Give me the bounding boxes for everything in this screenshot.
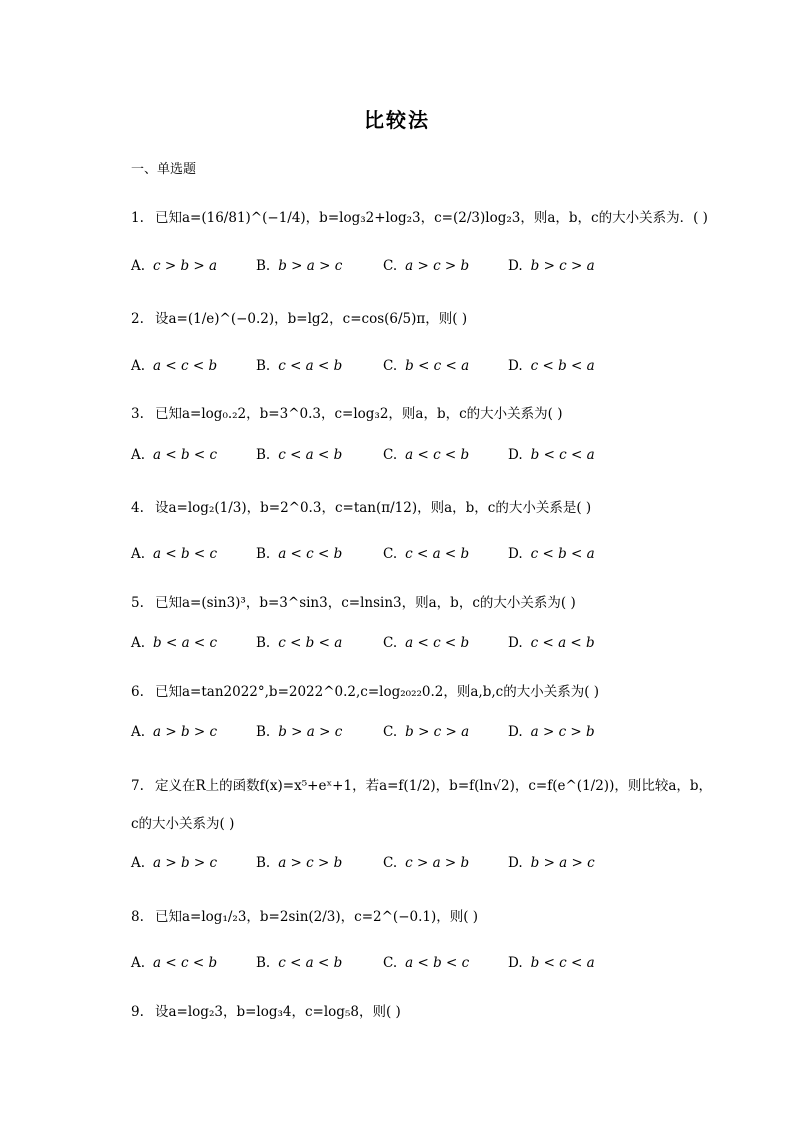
option-d[interactable]: D. b > a > c — [508, 855, 595, 871]
question-3 — [131, 402, 563, 422]
question-number: 2. — [131, 311, 144, 327]
question-stem: 定义在R上的函数f(x)=x⁵+eˣ+1，若a=f(1/2)，b=f(ln√2)，c=f(e^(1/2))，则比较a，b， — [155, 778, 713, 794]
question-stem: 已知a=(sin3)³，b=3^sin3，c=lnsin3，则a，b，c的大小关系为( ) — [155, 595, 576, 611]
question-stem: 已知a=tan2022°,b=2022^0.2,c=log₂₀₂₂0.2，则a,b,c的大小关系为( ) — [155, 684, 600, 700]
option-d[interactable]: D. c < b < a — [508, 358, 595, 374]
option-c[interactable]: C. c > a > b — [383, 855, 470, 871]
option-c[interactable]: C. a < b < c — [383, 955, 470, 971]
question-stem: 设a=log₂(1/3)，b=2^0.3，c=tan(π/12)，则a，b，c的大小关系是( ) — [155, 500, 592, 516]
question-9 — [131, 1000, 401, 1020]
option-a[interactable]: A. a < b < c — [131, 447, 218, 463]
question-stem: 设a=log₂3，b=log₃4，c=log₅8，则( ) — [155, 1004, 401, 1020]
option-c[interactable]: C. a < c < b — [383, 635, 470, 651]
question-6 — [131, 680, 599, 700]
option-b[interactable]: B. b > a > c — [256, 724, 343, 740]
option-b[interactable]: B. b > a > c — [256, 258, 343, 274]
question-number: 3. — [131, 406, 144, 422]
question-stem: 已知a=log₁/₂3，b=2sin(2/3)，c=2^(−0.1)，则( ) — [155, 909, 479, 925]
option-c[interactable]: C. a > c > b — [383, 258, 470, 274]
option-a[interactable]: A. c > b > a — [131, 258, 218, 274]
question-stem: 设a=(1/e)^(−0.2)，b=lg2，c=cos(6/5)π，则( ) — [155, 311, 468, 327]
option-b[interactable]: B. a < c < b — [256, 546, 343, 562]
question-stem: 已知a=(16/81)^(−1/4)，b=log₃2+log₂3，c=(2/3)log₂3，则a，b，c的大小关系为．( ) — [155, 210, 708, 226]
option-a[interactable]: A. a < c < b — [131, 358, 218, 374]
option-c[interactable]: C. b > c > a — [383, 724, 470, 740]
option-d[interactable]: D. c < b < a — [508, 546, 595, 562]
option-c[interactable]: C. b < c < a — [383, 358, 470, 374]
section-heading: 一、单选题 — [131, 162, 197, 177]
question-number: 6. — [131, 684, 144, 700]
option-d[interactable]: D. c < a < b — [508, 635, 595, 651]
option-d[interactable]: D. b < c < a — [508, 447, 595, 463]
option-c[interactable]: C. a < c < b — [383, 447, 470, 463]
question-number: 8. — [131, 909, 144, 925]
option-a[interactable]: A. a < c < b — [131, 955, 218, 971]
page-title: 比较法 — [364, 108, 430, 132]
option-a[interactable]: A. a > b > c — [131, 855, 218, 871]
option-a[interactable]: A. a > b > c — [131, 724, 218, 740]
question-5 — [131, 591, 576, 611]
question-number: 7. — [131, 778, 144, 794]
question-number: 9. — [131, 1004, 144, 1020]
question-stem-continued: c的大小关系为( ) — [131, 816, 235, 832]
option-b[interactable]: B. a > c > b — [256, 855, 343, 871]
option-d[interactable]: D. b < c < a — [508, 955, 595, 971]
option-b[interactable]: B. c < a < b — [256, 358, 343, 374]
question-8 — [131, 905, 478, 925]
option-a[interactable]: A. b < a < c — [131, 635, 218, 651]
question-2 — [131, 307, 467, 327]
question-1 — [131, 206, 708, 226]
option-d[interactable]: D. a > c > b — [508, 724, 595, 740]
option-c[interactable]: C. c < a < b — [383, 546, 470, 562]
question-number: 4. — [131, 500, 144, 516]
option-b[interactable]: B. c < b < a — [256, 635, 343, 651]
question-stem: 已知a=log₀.₂2，b=3^0.3，c=log₃2，则a，b，c的大小关系为( ) — [155, 406, 563, 422]
option-b[interactable]: B. c < a < b — [256, 955, 343, 971]
question-number: 5. — [131, 595, 144, 611]
option-b[interactable]: B. c < a < b — [256, 447, 343, 463]
question-4 — [131, 496, 591, 516]
option-a[interactable]: A. a < b < c — [131, 546, 218, 562]
question-7 — [131, 774, 712, 832]
question-number: 1. — [131, 210, 144, 226]
option-d[interactable]: D. b > c > a — [508, 258, 595, 274]
